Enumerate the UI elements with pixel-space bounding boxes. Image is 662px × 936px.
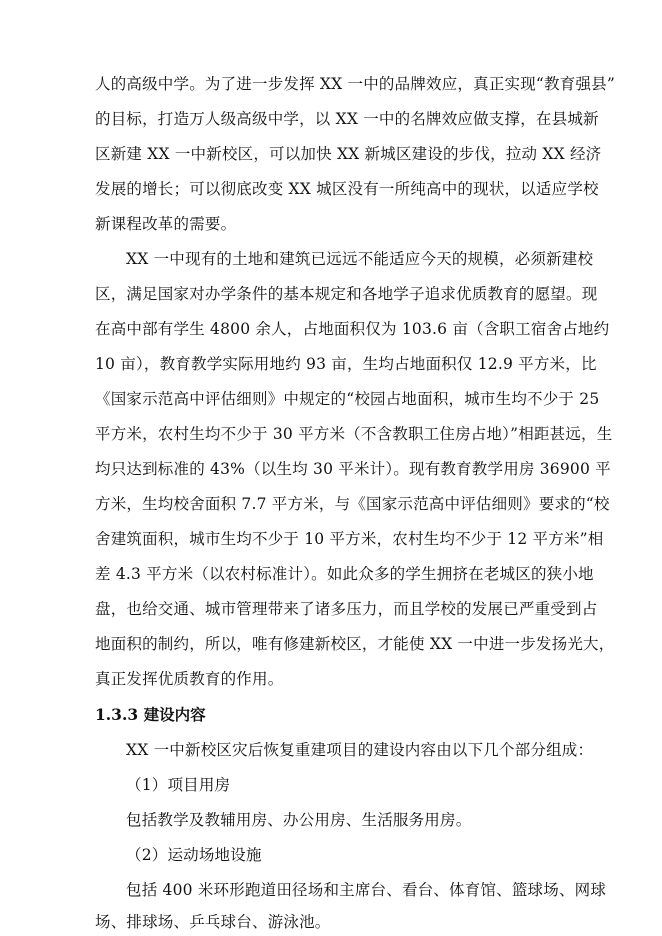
- paragraph1-line-4: 发展的增长；可以彻底改变 XX 城区没有一所纯高中的现状，以适应学校: [95, 180, 599, 198]
- paragraph2-line-7: 均只达到标准的 43%（以生均 30 平米计）。现有教育教学用房 36900 平: [95, 460, 611, 478]
- paragraph2-line-8: 方米，生均校舍面积 7.7 平方米，与《国家示范高中评估细则》要求的“校: [95, 495, 610, 513]
- item2-line-1: 包括 400 米环形跑道田径场和主席台、看台、体育馆、篮球场、网球: [126, 881, 607, 899]
- section-number: 1.3.3: [95, 705, 139, 724]
- paragraph2-line-3: 在高中部有学生 4800 余人，占地面积仅为 103.6 亩（含职工宿舍占地约: [95, 320, 610, 338]
- paragraph2-line-9: 舍建筑面积，城市生均不少于 10 平方米，农村生均不少于 12 平方米”相: [95, 530, 604, 548]
- paragraph1-line-3: 区新建 XX 一中新校区，可以加快 XX 新城区建设的步伐，拉动 XX 经济: [95, 145, 602, 163]
- paragraph2-line-11: 盘，也给交通、城市管理带来了诸多压力，而且学校的发展已严重受到占: [95, 600, 598, 618]
- item2-label: （2）运动场地设施: [126, 846, 262, 864]
- paragraph1-line-5: 新课程改革的需要。: [95, 215, 237, 233]
- paragraph1-line-2: 的目标，打造万人级高级中学，以 XX 一中的名牌效应做支撑，在县城新: [95, 110, 599, 128]
- paragraph2-line-10: 差 4.3 平方米（以农村标准计）。如此众多的学生拥挤在老城区的狭小地: [95, 565, 594, 583]
- section-title: 建设内容: [143, 705, 206, 724]
- paragraph2-line-13: 真正发挥优质教育的作用。: [95, 670, 284, 688]
- section-heading: [95, 705, 206, 725]
- paragraph2-line-5: 《国家示范高中评估细则》中规定的“校园占地面积，城市生均不少于 25: [95, 390, 600, 408]
- paragraph2-line-1: XX 一中现有的土地和建筑已远远不能适应今天的规模，必须新建校: [126, 250, 594, 268]
- item1-label: （1）项目用房: [126, 776, 231, 794]
- paragraph2-line-2: 区，满足国家对办学条件的基本规定和各地学子追求优质教育的愿望。现: [95, 285, 598, 303]
- paragraph2-line-6: 平方米，农村生均不少于 30 平方米（不含教职工住房占地）”相距甚远，生: [95, 425, 613, 443]
- item1-text: 包括教学及教辅用房、办公用房、生活服务用房。: [126, 811, 472, 829]
- item2-line-2: 场、排球场、乒乓球台、游泳池。: [95, 913, 331, 931]
- paragraph1-line-1: 人的高级中学。为了进一步发挥 XX 一中的品牌效应，真正实现“教育强县”: [95, 75, 615, 93]
- paragraph2-line-4: 10 亩），教育教学实际用地约 93 亩，生均占地面积仅 12.9 平方米，比: [95, 355, 597, 373]
- paragraph2-line-12: 地面积的制约，所以，唯有修建新校区，才能使 XX 一中进一步发扬光大，: [95, 635, 615, 653]
- construction-intro: XX 一中新校区灾后恢复重建项目的建设内容由以下几个部分组成：: [126, 741, 594, 759]
